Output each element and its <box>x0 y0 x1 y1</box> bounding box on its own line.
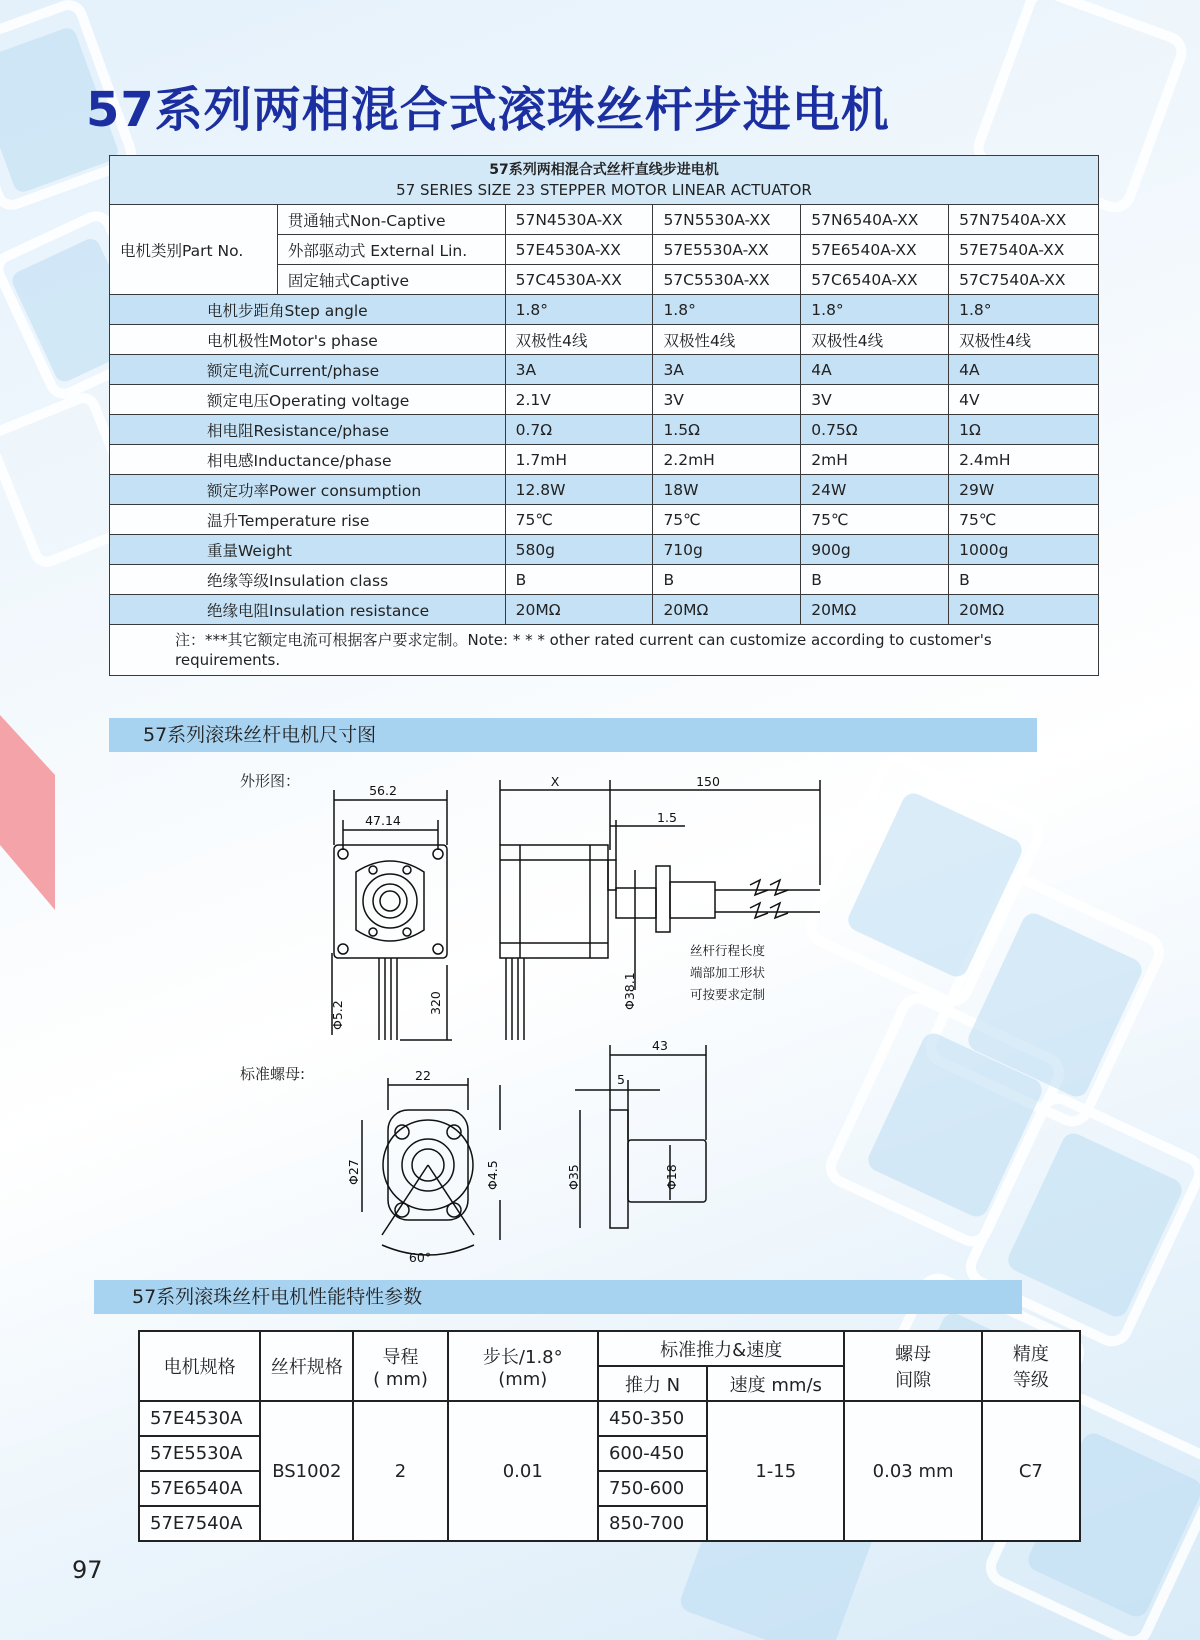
part-number-cell: 57E6540A-XX <box>801 235 949 265</box>
part-number-cell: 57C5530A-XX <box>653 265 801 295</box>
perf-thrust-1: 450-350 <box>598 1401 707 1436</box>
perf-motor-1: 57E4530A <box>139 1401 260 1436</box>
spec-row-label: 相电阻Resistance/phase <box>110 415 506 445</box>
spec-cell: 20MΩ <box>505 595 653 625</box>
perf-h-grade-2: 等级 <box>1012 1370 1049 1391</box>
motor-side-body <box>500 845 608 958</box>
spec-cell: 1.8° <box>801 295 949 325</box>
perf-motor-3: 57E6540A <box>139 1471 260 1506</box>
perf-h-screw: 丝杆规格 <box>260 1331 353 1401</box>
perf-thrust-4: 850-700 <box>598 1506 707 1541</box>
perf-h-grade-1: 精度 <box>1012 1344 1049 1365</box>
spec-cell: 75℃ <box>505 505 653 535</box>
spec-cell: 3V <box>653 385 801 415</box>
perf-thrust-3: 750-600 <box>598 1471 707 1506</box>
spec-row-label: 重量Weight <box>110 535 506 565</box>
dim-nut-circle: Φ27 <box>346 1159 361 1185</box>
spec-cell: B <box>653 565 801 595</box>
perf-lead: 2 <box>353 1401 447 1541</box>
part-number-cell: 57E7540A-XX <box>949 235 1099 265</box>
drawing-note-1: 丝杆行程长度 <box>690 943 766 958</box>
spec-row-label: 额定电压Operating voltage <box>110 385 506 415</box>
perf-speed: 1-15 <box>707 1401 844 1541</box>
perf-motor-2: 57E5530A <box>139 1436 260 1471</box>
part-type: 固定轴式Captive <box>277 265 505 295</box>
spec-cell: 4A <box>949 355 1099 385</box>
part-label: 电机类别Part No. <box>110 205 278 295</box>
part-number-cell: 57N5530A-XX <box>653 205 801 235</box>
spec-cell: 双极性4线 <box>505 325 653 355</box>
perf-grade: C7 <box>982 1401 1080 1541</box>
spec-cell: 3A <box>505 355 653 385</box>
drawing-note-3: 可按要求定制 <box>690 987 766 1002</box>
spec-cell: 900g <box>801 535 949 565</box>
spec-cell: 1000g <box>949 535 1099 565</box>
spec-cell: B <box>949 565 1099 595</box>
spec-cell: 710g <box>653 535 801 565</box>
dim-hole-dia: Φ5.2 <box>330 1000 345 1030</box>
perf-h-thrust: 推力 N <box>598 1366 707 1401</box>
perf-h-speed: 速度 mm/s <box>707 1366 844 1401</box>
perf-h-step-unit: (mm) <box>498 1368 548 1390</box>
dim-nut-hole: Φ4.5 <box>485 1160 500 1190</box>
spec-cell: 75℃ <box>653 505 801 535</box>
perf-motor-4: 57E7540A <box>139 1506 260 1541</box>
spec-cell: 1Ω <box>949 415 1099 445</box>
spec-cell: 75℃ <box>949 505 1099 535</box>
spec-cell: 12.8W <box>505 475 653 505</box>
spec-cell: B <box>505 565 653 595</box>
spec-cell: 1.8° <box>949 295 1099 325</box>
spec-cell: B <box>801 565 949 595</box>
perf-thrust-2: 600-450 <box>598 1436 707 1471</box>
page-number: 97 <box>72 1556 103 1584</box>
perf-h-lead-unit: ( mm) <box>373 1368 428 1390</box>
dim-lead-len: 320 <box>428 991 443 1015</box>
perf-h-step-text: 步长/1.8° <box>482 1346 563 1368</box>
spec-cell: 2.4mH <box>949 445 1099 475</box>
spec-cell: 3V <box>801 385 949 415</box>
page-title: 57系列两相混合式滚珠丝杆步进电机 <box>86 82 890 138</box>
nut-label: 标准螺母: <box>240 1065 306 1083</box>
perf-h-backlash <box>844 1331 981 1401</box>
spec-cell: 0.7Ω <box>505 415 653 445</box>
outline-label: 外形图： <box>240 772 301 790</box>
spec-row-label: 相电感Inductance/phase <box>110 445 506 475</box>
spec-cell: 1.5Ω <box>653 415 801 445</box>
spec-cell: 2.2mH <box>653 445 801 475</box>
spec-cell: 双极性4线 <box>653 325 801 355</box>
spec-cell: 580g <box>505 535 653 565</box>
perf-step: 0.01 <box>448 1401 598 1541</box>
spec-cell: 20MΩ <box>653 595 801 625</box>
spec-cell: 1.8° <box>505 295 653 325</box>
spec-row-label: 绝缘等级Insulation class <box>110 565 506 595</box>
dim-x: X <box>550 774 560 789</box>
part-type: 贯通轴式Non-Captive <box>277 205 505 235</box>
spec-cell: 4V <box>949 385 1099 415</box>
perf-h-motor: 电机规格 <box>139 1331 260 1401</box>
spec-cell: 29W <box>949 475 1099 505</box>
perf-backlash: 0.03 mm <box>844 1401 981 1541</box>
perf-h-backlash-1: 螺母 <box>895 1344 932 1365</box>
spec-row-label: 温升Temperature rise <box>110 505 506 535</box>
perf-h-lead-text: 导程 <box>382 1346 419 1368</box>
spec-row-label: 额定功率Power consumption <box>110 475 506 505</box>
spec-cell: 2mH <box>801 445 949 475</box>
dim-width: 56.2 <box>369 783 397 798</box>
performance-section-title: 57系列滚珠丝杆电机性能特性参数 <box>94 1280 1022 1314</box>
dim-nut-pitch: 22 <box>415 1068 431 1083</box>
perf-h-thrust-speed: 标准推力&速度 <box>598 1331 845 1366</box>
spec-cell: 20MΩ <box>801 595 949 625</box>
spec-cell: 20MΩ <box>949 595 1099 625</box>
spec-cell: 1.8° <box>653 295 801 325</box>
spec-cell: 75℃ <box>801 505 949 535</box>
perf-h-step <box>448 1331 598 1401</box>
dim-length: 150 <box>696 774 720 789</box>
dim-flange-thk: 5 <box>617 1072 625 1087</box>
spec-cell: 2.1V <box>505 385 653 415</box>
dimension-section-title: 57系列滚珠丝杆电机尺寸图 <box>109 718 1037 752</box>
dim-nut-len: 43 <box>652 1038 668 1053</box>
dim-boss-dia: Φ38.1 <box>622 972 637 1010</box>
spec-row-label: 电机极性Motor's phase <box>110 325 506 355</box>
performance-table <box>138 1330 1081 1542</box>
spec-cell: 18W <box>653 475 801 505</box>
dim-hole-pitch: 47.14 <box>365 813 401 828</box>
spec-row-label: 额定电流Current/phase <box>110 355 506 385</box>
dim-flange-dia: Φ35 <box>566 1164 581 1190</box>
spec-note: 注：***其它额定电流可根据客户要求定制。Note: * * * other rated current can customize according to customer's requirements. <box>110 625 1099 676</box>
spec-row-label: 绝缘电阻Insulation resistance <box>110 595 506 625</box>
part-number-cell: 57N6540A-XX <box>801 205 949 235</box>
part-number-cell: 57E5530A-XX <box>653 235 801 265</box>
part-number-cell: 57C6540A-XX <box>801 265 949 295</box>
part-type: 外部驱动式 External Lin. <box>277 235 505 265</box>
perf-h-lead <box>353 1331 447 1401</box>
perf-screw: BS1002 <box>260 1401 353 1541</box>
spec-header-cn: 57系列两相混合式丝杆直线步进电机 <box>489 162 719 178</box>
part-number-cell: 57C7540A-XX <box>949 265 1099 295</box>
spec-cell: 0.75Ω <box>801 415 949 445</box>
part-number-cell: 57N4530A-XX <box>505 205 653 235</box>
spec-row-label: 电机步距角Step angle <box>110 295 506 325</box>
perf-h-backlash-2: 间隙 <box>895 1370 932 1391</box>
dim-nut-body-dia: Φ18 <box>664 1164 679 1190</box>
part-number-cell: 57N7540A-XX <box>949 205 1099 235</box>
drawing-note-2: 端部加工形状 <box>690 965 766 980</box>
dim-offset: 1.5 <box>657 810 677 825</box>
dim-nut-angle: 60° <box>408 1250 432 1265</box>
spec-cell: 3A <box>653 355 801 385</box>
part-number-cell: 57C4530A-XX <box>505 265 653 295</box>
part-number-cell: 57E4530A-XX <box>505 235 653 265</box>
spec-cell: 1.7mH <box>505 445 653 475</box>
spec-cell: 24W <box>801 475 949 505</box>
perf-h-grade <box>982 1331 1080 1401</box>
nut-side-flange <box>610 1110 628 1228</box>
spec-header-en: 57 SERIES SIZE 23 STEPPER MOTOR LINEAR ACTUATOR <box>396 181 812 199</box>
spec-cell: 4A <box>801 355 949 385</box>
spec-cell: 双极性4线 <box>949 325 1099 355</box>
spec-cell: 双极性4线 <box>801 325 949 355</box>
